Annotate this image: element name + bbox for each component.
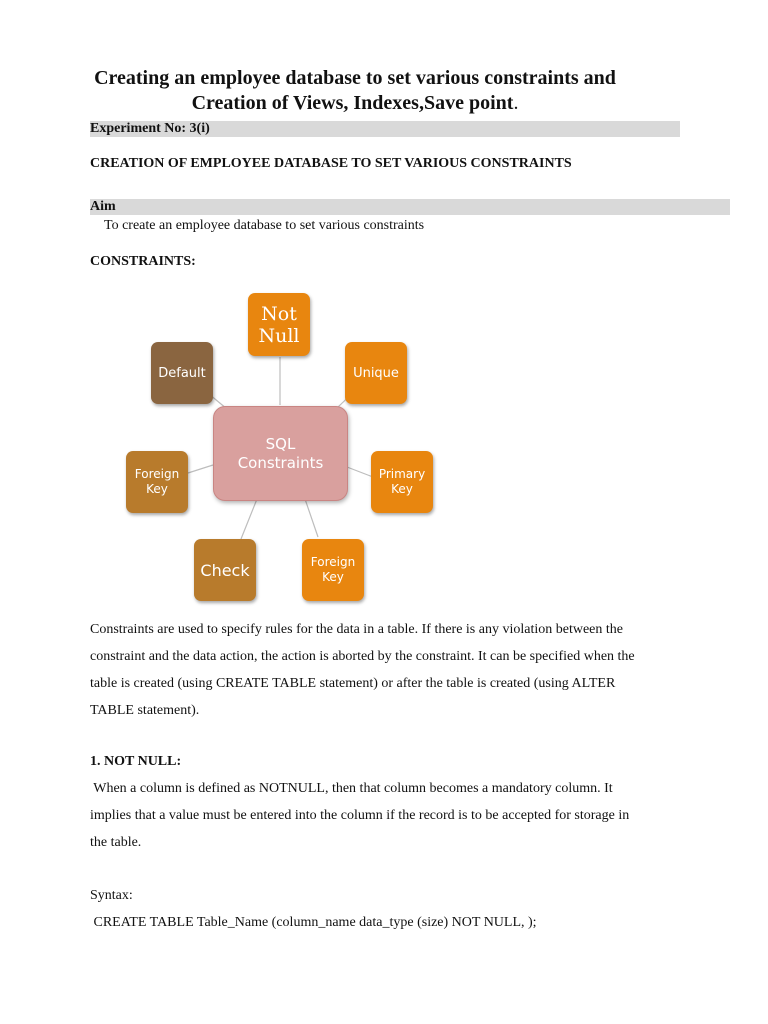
foreign-key-right-node: [302, 539, 364, 601]
title-line-2-text: Creation of Views, Indexes,Save point: [191, 92, 514, 114]
section-heading: CREATION OF EMPLOYEE DATABASE TO SET VARIOUS CONSTRAINTS: [90, 156, 572, 171]
unique-label: Unique: [353, 365, 399, 381]
check-label: Check: [200, 560, 250, 580]
foreign-key-left-label: Foreign Key: [134, 467, 180, 496]
title-line-2-end: .: [513, 92, 519, 114]
foreign-key-right-label: Foreign Key: [310, 555, 356, 584]
sql-constraints-node: [213, 406, 348, 501]
check-node: [194, 539, 256, 601]
document-title: [60, 66, 650, 116]
not-null-line: implies that a value must be entered into the column if the record is to be accepted for storage in: [90, 808, 630, 823]
intro-line: table is created (using CREATE TABLE statement) or after the table is created (using ALTER: [90, 676, 616, 691]
sql-constraints-label: SQL Constraints: [237, 434, 324, 472]
connector-check: [241, 499, 257, 539]
aim-bar: [90, 199, 730, 215]
default-node: [151, 342, 213, 404]
syntax-label: Syntax:: [90, 888, 133, 903]
primary-key-node: [371, 451, 433, 513]
title-line-1: Creating an employee database to set various constraints and: [94, 67, 616, 89]
foreign-key-left-node: [126, 451, 188, 513]
intro-paragraph: [90, 616, 690, 724]
aim-text: To create an employee database to set various constraints: [104, 218, 425, 233]
not-null-paragraph: [90, 775, 690, 856]
primary-key-label: Primary Key: [378, 467, 426, 496]
intro-line: constraint and the data action, the action is aborted by the constraint. It can be specified when the: [90, 649, 635, 664]
not-null-label: Not Null: [258, 302, 300, 347]
not-null-line: When a column is defined as NOTNULL, then that column becomes a mandatory column. It: [90, 781, 613, 796]
connector-primary-key: [347, 467, 373, 477]
default-label: Default: [158, 365, 206, 381]
title-line-2: [60, 91, 650, 116]
experiment-label: Experiment No: 3(i): [90, 121, 210, 136]
sql-constraints-diagram: [91, 277, 456, 613]
aim-label: Aim: [90, 199, 116, 214]
not-null-node: [248, 293, 310, 356]
connector-foreign-key-right: [305, 499, 318, 537]
unique-node: [345, 342, 407, 404]
syntax-code: CREATE TABLE Table_Name (column_name data_type (size) NOT NULL, );: [90, 915, 537, 930]
intro-line: Constraints are used to specify rules for the data in a table. If there is any violation between the: [90, 622, 623, 637]
not-null-heading: 1. NOT NULL:: [90, 754, 182, 769]
constraints-heading: CONSTRAINTS:: [90, 254, 196, 269]
connector-foreign-key-left: [188, 465, 213, 473]
intro-line: TABLE statement).: [90, 703, 200, 718]
experiment-bar: [90, 121, 680, 137]
not-null-line: the table.: [90, 835, 142, 850]
